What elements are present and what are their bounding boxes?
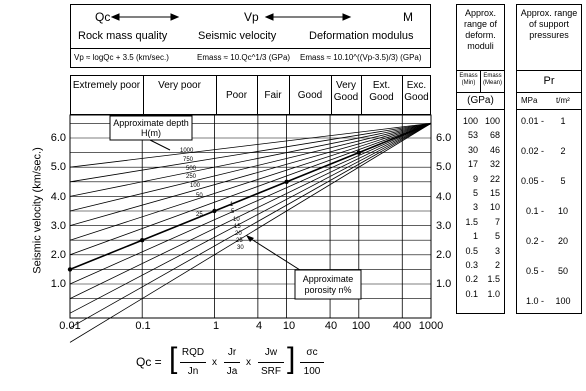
moduli-mean-value: 46 <box>489 144 500 155</box>
vp-label: Vp <box>244 10 259 24</box>
moduli-mean-value: 32 <box>489 159 500 170</box>
x-tick-0.01: 0.01 <box>59 320 81 332</box>
class-fair: Fair <box>264 90 282 101</box>
support-t-value: 100 <box>555 296 571 306</box>
support-title: Approx. range of support pressures <box>520 8 578 40</box>
depth-annotation-text: Approximate depth H(m) <box>113 118 189 138</box>
y-right-tick-6: 6.0 <box>436 132 452 144</box>
moduli-unit: (GPa) <box>467 95 494 106</box>
moduli-min-value: 100 <box>462 116 478 126</box>
moduli-min-value: 1.5 <box>465 216 478 227</box>
moduli-mean-value: 2 <box>494 260 500 270</box>
porosity-label-30: 30 <box>237 245 244 251</box>
moduli-mean-value: 15 <box>489 188 500 198</box>
depth-label-250: 250 <box>186 174 197 180</box>
depth-label-500: 500 <box>186 166 197 172</box>
moduli-min-value: 5 <box>472 188 478 198</box>
deformation-modulus-label: Deformation modulus <box>309 30 414 42</box>
moduli-title: Approx. range of deform. moduli <box>463 8 498 51</box>
y-axis-title: Seismic velocity (km/sec.) <box>31 147 44 274</box>
x-tick-40: 40 <box>324 320 338 332</box>
porosity-label-1: 1 <box>230 202 234 208</box>
reference-point <box>357 150 361 154</box>
depth-label-750: 750 <box>183 157 194 163</box>
x-tick-1000: 1000 <box>418 320 444 332</box>
support-mpa-value: 0.05 - <box>520 176 544 186</box>
support-t-value: 10 <box>557 206 568 216</box>
support-unit-mpa: MPa <box>521 96 538 105</box>
support-mpa-value: 0.5 - <box>525 266 544 276</box>
class-very-good: Very Good <box>333 80 359 103</box>
moduli-min-value: 17 <box>467 159 478 170</box>
moduli-min-value: 0.3 <box>465 260 478 270</box>
header-arrows <box>112 14 350 20</box>
y-right-tick-1: 1.0 <box>436 278 452 290</box>
support-t-value: 50 <box>557 266 568 276</box>
y-tick-6: 6.0 <box>50 132 66 144</box>
support-mpa-value: 1.0 - <box>525 296 544 306</box>
support-mpa-value: 0.02 - <box>520 146 544 156</box>
y-tick-3: 3.0 <box>50 220 66 232</box>
depth-label-25: 25 <box>196 212 203 218</box>
support-t-value: 20 <box>557 236 568 246</box>
moduli-mean-value: 3 <box>494 245 500 256</box>
x-tick-10: 10 <box>282 320 296 332</box>
seismic-velocity-label: Seismic velocity <box>198 30 277 42</box>
moduli-mean-value: 68 <box>489 130 500 141</box>
support-mpa-value: 0.1 - <box>525 206 544 216</box>
porosity-label-5: 5 <box>231 209 235 215</box>
y-tick-5: 5.0 <box>50 161 66 173</box>
fan-line <box>70 123 431 284</box>
support-mpa-value: 0.2 - <box>525 236 544 246</box>
support-mpa-value: 0.01 - <box>520 116 544 126</box>
qc-label: Qc <box>95 10 111 24</box>
support-t-value: 2 <box>560 146 566 156</box>
y-right-tick-5: 5.0 <box>436 161 452 173</box>
y-tick-2: 2.0 <box>50 249 66 261</box>
reference-point <box>212 209 216 213</box>
support-symbol: Pr <box>543 75 555 87</box>
porosity-label-15: 15 <box>234 224 241 230</box>
moduli-min-value: 9 <box>472 173 478 184</box>
y-right-tick-3: 3.0 <box>436 220 452 232</box>
class-exc-good: Exc. Good <box>404 80 429 103</box>
class-very-poor: Very poor <box>158 80 201 91</box>
depth-label-1000: 1000 <box>180 148 194 154</box>
moduli-col-min: Emass (Min) <box>459 73 478 86</box>
support-t-value: 1 <box>560 116 566 126</box>
moduli-min-value: 53 <box>467 130 478 141</box>
moduli-min-value: 3 <box>472 202 478 213</box>
emass-equation-1: Emass ≈ 10.Qc^1/3 (GPa) <box>197 53 291 62</box>
porosity-label-10: 10 <box>233 217 240 223</box>
vp-equation: Vp ≈ logQc + 3.5 (km/sec.) <box>74 53 169 62</box>
y-right-tick-4: 4.0 <box>436 191 452 203</box>
reference-point <box>68 267 72 271</box>
moduli-min-value: 30 <box>467 144 478 155</box>
m-label: M <box>403 10 413 24</box>
class-ext-good: Ext. Good <box>369 80 394 103</box>
emass-equation-2: Emass ≈ 10.10^((Vp-3.5)/3) (GPa) <box>300 53 422 62</box>
porosity-label-25: 25 <box>236 238 243 244</box>
porosity-annotation-text: Approximate porosity n% <box>302 274 354 295</box>
x-tick-1: 1 <box>212 320 220 332</box>
moduli-col-mean: Emass (Mean) <box>482 73 502 86</box>
moduli-mean-value: 5 <box>494 231 500 242</box>
porosity-label-20: 20 <box>235 231 242 237</box>
moduli-min-value: 0.5 <box>465 245 478 256</box>
y-tick-4: 4.0 <box>50 191 66 203</box>
depth-label-50: 50 <box>196 193 203 199</box>
moduli-mean-value: 1.5 <box>487 274 500 285</box>
moduli-min-value: 1 <box>472 231 478 242</box>
support-t-value: 5 <box>560 176 566 186</box>
fan-line <box>70 123 431 254</box>
rock-mass-quality-label: Rock mass quality <box>78 30 168 42</box>
support-unit-t: t/m² <box>556 96 570 105</box>
depth-label-100: 100 <box>190 183 201 189</box>
class-poor: Poor <box>225 90 248 101</box>
class-good: Good <box>297 90 323 101</box>
moduli-mean-value: 22 <box>489 173 500 184</box>
moduli-mean-value: 7 <box>494 216 500 227</box>
fan-line <box>70 123 431 313</box>
moduli-mean-value: 10 <box>489 202 500 213</box>
x-tick-4: 4 <box>255 320 263 332</box>
x-tick-400: 400 <box>392 320 412 332</box>
x-tick-0.1: 0.1 <box>135 320 151 332</box>
x-tick-100: 100 <box>351 320 371 332</box>
fan-line <box>70 123 431 342</box>
moduli-min-value: 0.2 <box>465 274 478 285</box>
moduli-min-value: 0.1 <box>465 288 478 299</box>
y-tick-1: 1.0 <box>50 278 66 290</box>
y-right-tick-2: 2.0 <box>436 249 452 261</box>
class-extremely-poor: Extremely poor <box>72 80 141 91</box>
reference-point <box>284 180 288 184</box>
moduli-mean-value: 1.0 <box>487 288 500 299</box>
reference-point <box>140 238 144 242</box>
moduli-mean-value: 100 <box>484 116 500 126</box>
